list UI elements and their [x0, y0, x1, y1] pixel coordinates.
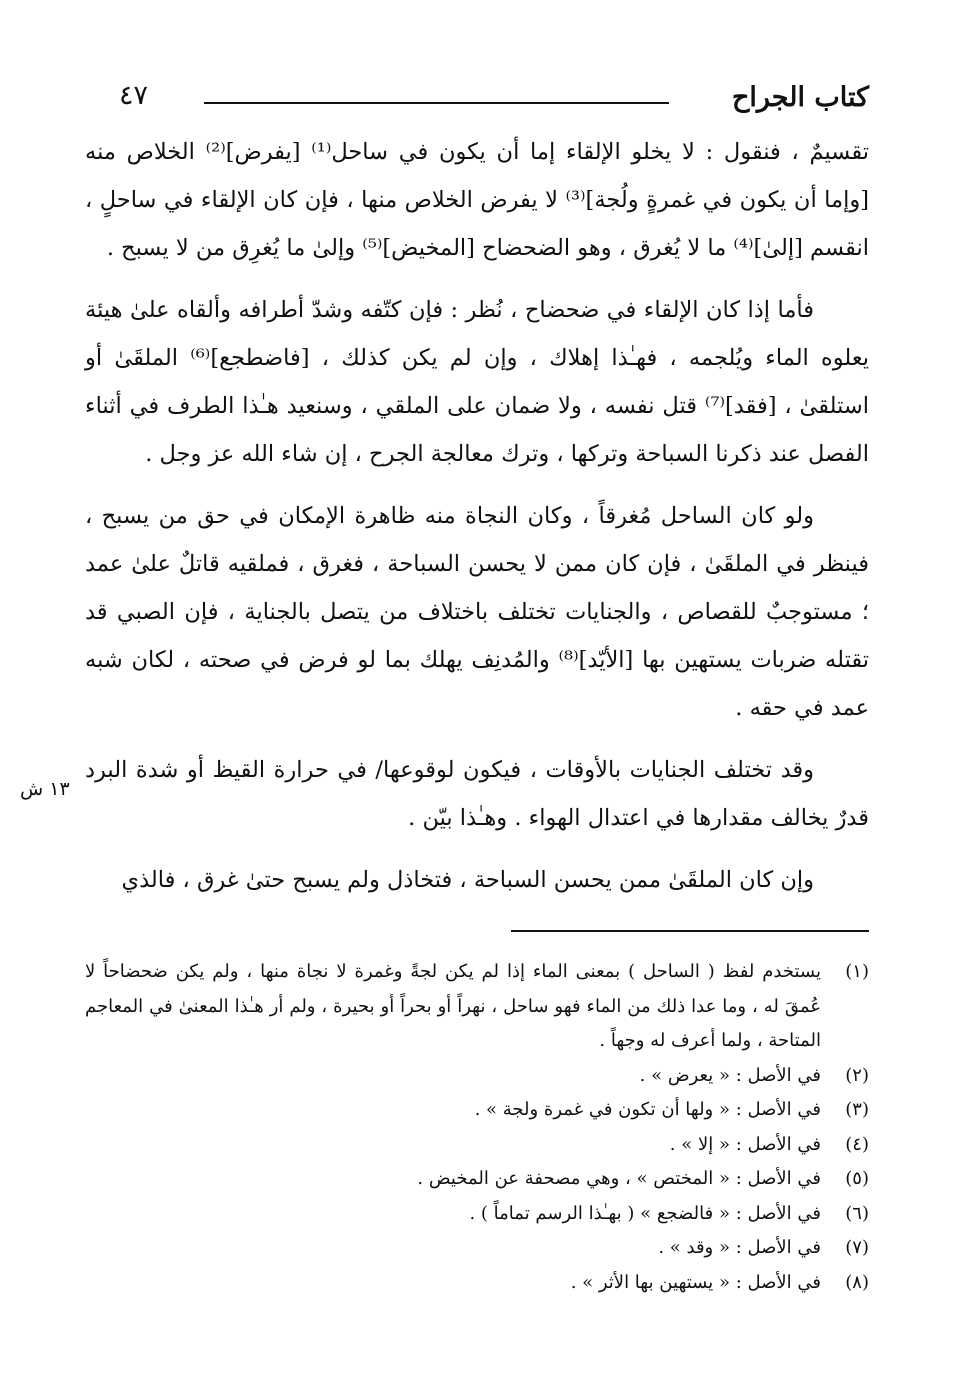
paragraph: وقد تختلف الجنايات بالأوقات ، فيكون لوقوعها/ في حرارة القيظ أو شدة البرد قدرٌ يخالف مقدارها في اعتدال الهواء . وهـٰذا بيّن . [85, 757, 869, 831]
footnote-item [85, 1197, 869, 1232]
footnote-item [85, 955, 869, 1059]
main-text [85, 128, 869, 904]
footnote-number: (٦) [845, 1202, 869, 1224]
footnote-number: (١) [845, 961, 869, 982]
paragraph: فأما إذا كان الإلقاء في ضحضاح ، نُظر : فإن كتّفه وشدّ أطرافه وألقاه علىٰ هيئة يعلوه الماء ويُلجمه ، فهـٰذا إهلاك ، وإن لم يكن كذلك ، [فاضطجع]⁽⁶⁾ الملقَىٰ أو استلقىٰ ، [فقد]⁽⁷⁾ قتل نفسه ، ولا ضمان على الملقي ، وسنعيد هـٰذا الطرف في أثناء الفصل عند ذكرنا السباحة وتركها ، وترك معالجة الجرح ، إن شاء الله عز وجل . [85, 297, 870, 467]
footnote-item [85, 1128, 869, 1163]
footnote-text: في الأصل : « ولها أن تكون في غمرة ولجة » . [474, 1099, 821, 1120]
footnote-number: (٨) [845, 1271, 869, 1293]
running-title: كتاب الجراح [731, 82, 869, 113]
footnote-number: (٥) [845, 1168, 869, 1189]
footnote-item [85, 1266, 869, 1301]
footnote-number: (٧) [845, 1237, 869, 1258]
paragraph: وإن كان الملقَىٰ ممن يحسن السباحة ، فتخاذل ولم يسبح حتىٰ غرق ، فالذي [121, 867, 814, 893]
paragraph: ولو كان الساحل مُغرقاً ، وكان النجاة منه ظاهرة الإمكان في حق من يسبح ، فينظر في الملقَىٰ ، فإن كان ممن لا يحسن السباحة ، فغرق ، فملقيه قاتلٌ علىٰ عمد ؛ مستوجبٌ للقصاص ، والجنايات تختلف باختلاف من يتصل بالجناية ، فإن الصبي قد تقتله ضربات يستهين بها [الأيّد]⁽⁸⁾ والمُدنِف يهلك بما لو فرض في صحته ، لكان شبه عمد في حقه . [85, 503, 869, 721]
footnote-number: (٢) [845, 1064, 869, 1086]
footnote-number: (٣) [845, 1099, 869, 1120]
footnote-text: في الأصل : « وقد » . [658, 1237, 821, 1258]
footnote-text: في الأصل : « المختص » ، وهي مصحفة عن المخيض . [417, 1168, 821, 1189]
header-rule [204, 102, 669, 104]
footnote-item [85, 1231, 869, 1266]
footnote-text: في الأصل : « إلا » . [669, 1133, 821, 1155]
footnotes [85, 955, 869, 1300]
footnote-text: يستخدم لفظ ( الساحل ) بمعنى الماء إذا لم يكن لجةً وغمرة لا نجاة منها ، ولم يكن ضحضاحاً لا عُمقَ له ، وما عدا ذلك من الماء فهو ساحل ، نهراً أو بحراً أو بحيرة ، ولم أر هـٰذا المعنىٰ في المعاجم المتاحة ، ولما أعرف له وجهاً . [85, 961, 821, 1051]
footnote-item [85, 1162, 869, 1197]
footnote-text: في الأصل : « فالضجع » ( بهـٰذا الرسم تماماً ) . [469, 1202, 821, 1224]
footnote-item [85, 1059, 869, 1094]
manuscript-folio-note: ١٣ ش [20, 778, 70, 800]
page-header [119, 78, 869, 124]
paragraph: تقسيمٌ ، فنقول : لا يخلو الإلقاء إما أن يكون في ساحل⁽¹⁾ [يفرض]⁽²⁾ الخلاص منه [وإما أن يكون في غمرةٍ ولُجة]⁽³⁾ لا يفرض الخلاص منها ، فإن كان الإلقاء في ساحلٍ ، انقسم [إلىٰ]⁽⁴⁾ ما لا يُغرق ، وهو الضحضاح [المخيض]⁽⁵⁾ وإلىٰ ما يُغرِق من لا يسبح . [85, 139, 869, 261]
footnote-item [85, 1093, 869, 1128]
footnote-separator [511, 930, 869, 932]
page-number: ٤٧ [119, 80, 149, 111]
footnote-text: في الأصل : « يستهين بها الأثر » . [570, 1271, 821, 1293]
footnote-text: في الأصل : « يعرض » . [639, 1064, 821, 1086]
footnote-number: (٤) [845, 1133, 869, 1155]
